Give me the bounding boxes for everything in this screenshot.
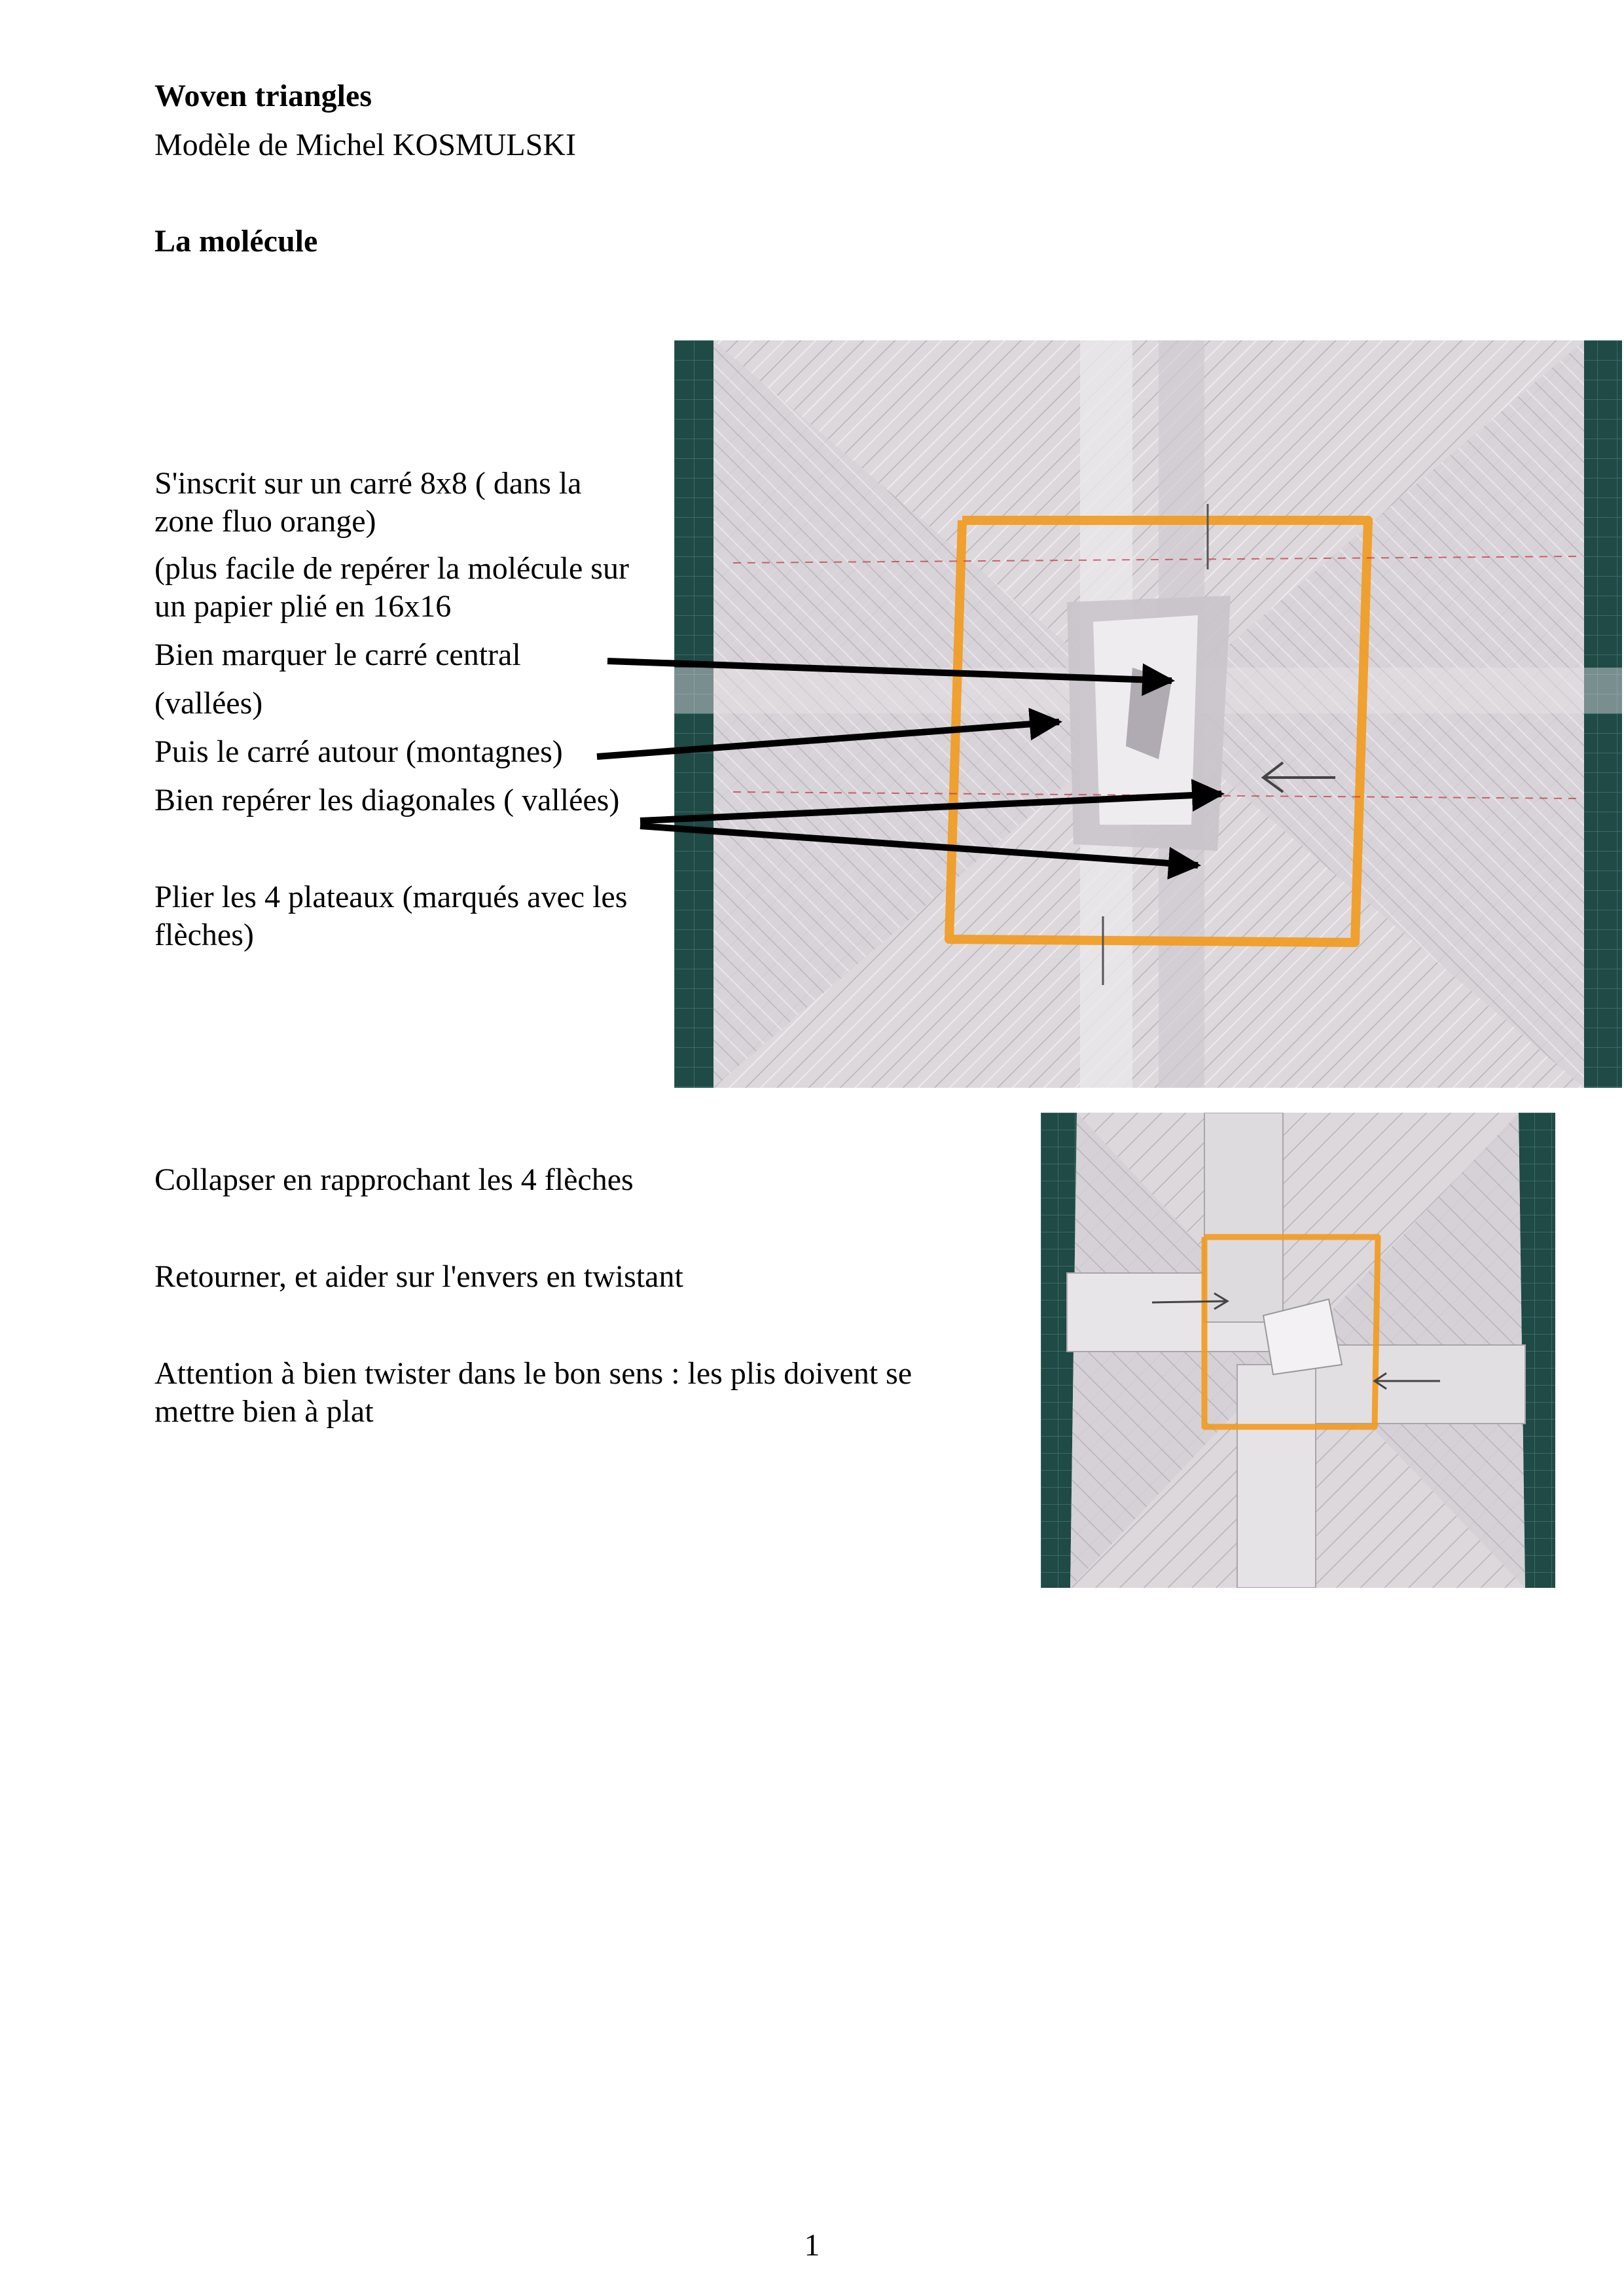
step-7-line-2: flèches)	[154, 918, 254, 952]
step-1-line-1: S'inscrit sur un carré 8x8 ( dans la	[154, 466, 582, 501]
crease-pattern-photo	[674, 340, 1622, 1088]
step-5: Puis le carré autour (montagnes)	[154, 734, 563, 769]
step-4: (vallées)	[154, 686, 263, 721]
collapsed-model-image	[1041, 1113, 1555, 1588]
step-6: Bien repérer les diagonales ( vallées)	[154, 783, 620, 817]
crease-pattern-image	[674, 340, 1622, 1088]
collapsed-model-photo	[1041, 1113, 1555, 1588]
step-10-line-2: mettre bien à plat	[154, 1394, 374, 1429]
page-number: 1	[804, 2228, 820, 2263]
step-2-line-2: un papier plié en 16x16	[154, 589, 452, 624]
step-3: Bien marquer le carré central	[154, 637, 521, 672]
step-7-line-1: Plier les 4 plateaux (marqués avec les	[154, 880, 628, 914]
step-2-line-1: (plus facile de repérer la molécule sur	[154, 551, 629, 586]
step-8: Collapser en rapprochant les 4 flèches	[154, 1162, 634, 1197]
step-10-line-1: Attention à bien twister dans le bon sens : les plis doivent se	[154, 1356, 912, 1391]
document-author: Modèle de Michel KOSMULSKI	[154, 128, 576, 162]
section-heading: La molécule	[154, 224, 318, 259]
document-title: Woven triangles	[154, 79, 372, 113]
step-9: Retourner, et aider sur l'envers en twistant	[154, 1259, 683, 1294]
step-1-line-2: zone fluo orange)	[154, 504, 376, 539]
